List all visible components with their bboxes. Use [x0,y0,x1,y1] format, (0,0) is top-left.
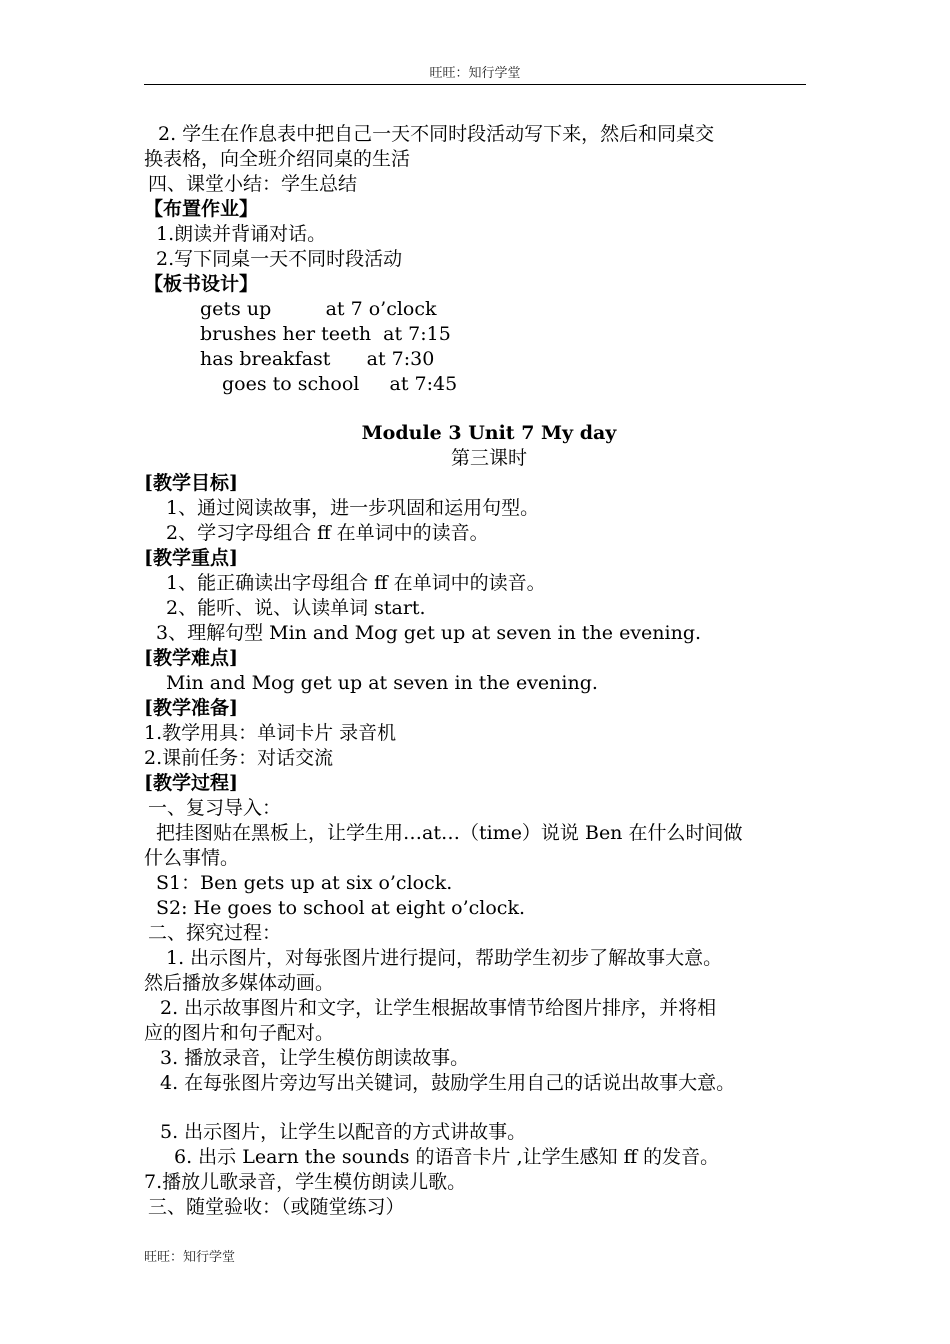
text-line: 2.写下同桌一天不同时段活动 [156,248,403,270]
text-line: 三、随堂验收：（或随堂练习） [148,1196,405,1218]
section-heading: [教学过程] [144,772,238,794]
text-line: 7.播放儿歌录音，学生模仿朗读儿歌。 [144,1171,467,1193]
text-line: 四、课堂小结：学生总结 [148,173,358,195]
text-line: 1. 出示图片，对每张图片进行提问，帮助学生初步了解故事大意。 [166,947,723,969]
text-line: 2、能听、说、认读单词 start. [166,597,426,619]
section-heading: [教学目标] [144,472,238,494]
section-heading: [教学重点] [144,547,238,569]
lesson-subtitle: 第三课时 [450,447,527,469]
text-line: 1、通过阅读故事，进一步巩固和运用句型。 [166,497,540,519]
text-line: 2. 学生在作息表中把自己一天不同时段活动写下来，然后和同桌交 [158,123,715,145]
text-line: 6. 出示 Learn the sounds 的语音卡片 ,让学生感知 ff 的发音。 [174,1146,720,1168]
text-line: 什么事情。 [144,847,240,869]
header-divider [144,84,806,85]
text-line: 2. 出示故事图片和文字，让学生根据故事情节给图片排序，并将相 [160,997,717,1019]
text-line: 5. 出示图片，让学生以配音的方式讲故事。 [160,1121,527,1143]
document-body [144,122,834,1220]
text-line: 3、理解句型 Min and Mog get up at seven in the evening. [156,622,702,644]
board-line: goes to school at 7:45 [222,373,458,395]
text-line: 1.教学用具：单词卡片 录音机 [144,722,397,744]
text-line: 3. 播放录音，让学生模仿朗读故事。 [160,1047,470,1069]
section-heading: 【布置作业】 [144,198,259,220]
text-line: S1：Ben gets up at six o’clock. [156,872,453,894]
page-header: 旺旺：知行学堂 [429,66,521,81]
section-heading: 【板书设计】 [144,273,259,295]
text-line: S2: He goes to school at eight o’clock. [156,897,525,919]
section-heading: [教学难点] [144,647,238,669]
text-line: 应的图片和句子配对。 [144,1022,335,1044]
lesson-title: Module 3 Unit 7 My day [361,422,617,444]
text-line: 把挂图贴在黑板上，让学生用…at…（time）说说 Ben 在什么时间做 [156,822,743,844]
board-line: gets up at 7 o’clock [200,298,437,320]
text-line: 一、复习导入： [148,797,282,819]
text-line: 2.课前任务：对话交流 [144,747,334,769]
text-line: 1、能正确读出字母组合 ff 在单词中的读音。 [166,572,546,594]
text-line: 1.朗读并背诵对话。 [156,223,327,245]
page-footer: 旺旺：知行学堂 [144,1250,236,1265]
text-line: 二、探究过程： [148,922,282,944]
text-line: 4. 在每张图片旁边写出关键词，鼓励学生用自己的话说出故事大意。 [160,1072,736,1094]
text-line: 然后播放多媒体动画。 [144,972,335,994]
board-line: brushes her teeth at 7:15 [200,323,451,345]
board-line: has breakfast at 7:30 [200,348,435,370]
text-line: 换表格，向全班介绍同桌的生活 [144,148,411,170]
section-heading: [教学准备] [144,697,238,719]
text-line: 2、学习字母组合 ff 在单词中的读音。 [166,522,489,544]
text-line: Min and Mog get up at seven in the evening. [166,672,598,694]
